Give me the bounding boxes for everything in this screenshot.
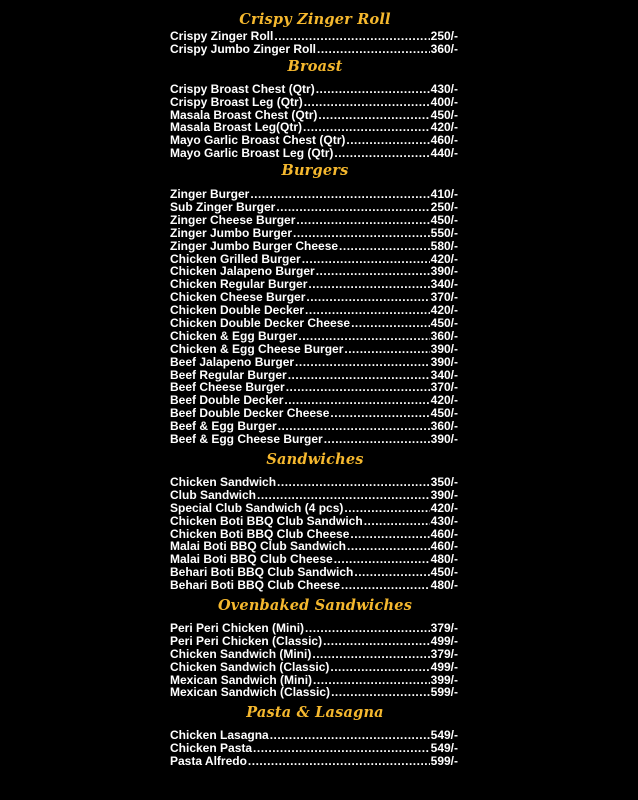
- dot-leader: [288, 369, 430, 382]
- item-name: Chicken Double Decker Cheese: [170, 316, 351, 331]
- item-name: Malai Boti BBQ Club Sandwich: [170, 539, 347, 554]
- dot-leader: [274, 30, 429, 43]
- dot-leader: [253, 742, 430, 755]
- dot-leader: [277, 476, 430, 489]
- item-list: [170, 188, 470, 446]
- dot-leader: [364, 515, 430, 528]
- item-name: Chicken Boti BBQ Club Cheese: [170, 526, 350, 541]
- menu-item: [170, 240, 458, 253]
- item-name: Sub Zinger Burger: [170, 200, 276, 215]
- item-name: Peri Peri Chicken (Classic): [170, 633, 323, 648]
- menu-item: [170, 433, 458, 446]
- menu-item: [170, 330, 458, 343]
- item-name: Chicken & Egg Burger: [170, 328, 298, 343]
- item-price: 450/-: [430, 107, 458, 122]
- section-sandwiches: [170, 450, 470, 592]
- item-price: 379/-: [430, 620, 458, 635]
- item-price: 420/-: [430, 303, 458, 318]
- item-price: 450/-: [430, 406, 458, 421]
- dot-leader: [341, 579, 430, 592]
- menu-item: [170, 648, 458, 661]
- item-price: 599/-: [430, 685, 458, 700]
- item-price: 370/-: [430, 290, 458, 305]
- item-price: 370/-: [430, 380, 458, 395]
- item-price: 440/-: [430, 146, 458, 161]
- section-burgers: [170, 161, 470, 446]
- item-price: 250/-: [430, 29, 458, 43]
- dot-leader: [330, 407, 429, 420]
- item-price: 250/-: [430, 200, 458, 215]
- item-name: Crispy Broast Chest (Qtr): [170, 81, 315, 96]
- item-list: [170, 83, 470, 160]
- item-name: Beef Double Decker: [170, 393, 284, 408]
- item-price: 450/-: [430, 565, 458, 580]
- item-name: Chicken Lasagna: [170, 728, 269, 743]
- item-price: 480/-: [430, 552, 458, 567]
- item-name: Chicken Sandwich: [170, 474, 277, 489]
- item-name: Club Sandwich: [170, 487, 257, 502]
- menu-item: [170, 96, 458, 109]
- menu-item: [170, 214, 458, 227]
- item-price: 360/-: [430, 328, 458, 343]
- dot-leader: [302, 253, 430, 266]
- item-name: Beef Double Decker Cheese: [170, 406, 330, 421]
- menu-item: [170, 755, 458, 768]
- item-price: 390/-: [430, 487, 458, 502]
- item-name: Special Club Sandwich (4 pcs): [170, 500, 344, 515]
- dot-leader: [308, 278, 429, 291]
- menu-item: [170, 43, 458, 56]
- dot-leader: [351, 317, 430, 330]
- dot-leader: [250, 188, 429, 201]
- dot-leader: [354, 566, 429, 579]
- item-price: 399/-: [430, 672, 458, 687]
- dot-leader: [350, 528, 429, 541]
- menu-item: [170, 317, 458, 330]
- item-price: 390/-: [430, 341, 458, 356]
- section-crispy-zinger-roll: [170, 10, 470, 56]
- item-name: Mayo Garlic Broast Chest (Qtr): [170, 133, 346, 148]
- menu-item: [170, 356, 458, 369]
- dot-leader: [305, 622, 430, 635]
- dot-leader: [270, 729, 430, 742]
- item-name: Crispy Jumbo Zinger Roll: [170, 41, 317, 56]
- item-name: Beef Jalapeno Burger: [170, 354, 295, 369]
- item-name: Peri Peri Chicken (Mini): [170, 620, 305, 635]
- menu-item: [170, 30, 458, 43]
- item-price: 450/-: [430, 212, 458, 227]
- dot-leader: [344, 502, 429, 515]
- item-list: [170, 30, 470, 56]
- menu-item: [170, 622, 458, 635]
- item-name: Chicken Boti BBQ Club Sandwich: [170, 513, 363, 528]
- item-price: 420/-: [430, 251, 458, 266]
- menu-item: [170, 83, 458, 96]
- menu-item: [170, 227, 458, 240]
- item-price: 340/-: [430, 367, 458, 382]
- item-name: Masala Broast Chest (Qtr): [170, 107, 318, 122]
- dot-leader: [296, 214, 429, 227]
- item-price: 360/-: [430, 41, 458, 56]
- menu-item: [170, 515, 458, 528]
- dot-leader: [344, 343, 429, 356]
- item-price: 390/-: [430, 264, 458, 279]
- dot-leader: [306, 291, 429, 304]
- item-price: 420/-: [430, 393, 458, 408]
- menu-item: [170, 579, 458, 592]
- item-name: Crispy Broast Leg (Qtr): [170, 94, 303, 109]
- item-name: Zinger Jumbo Burger: [170, 225, 293, 240]
- dot-leader: [331, 686, 430, 699]
- item-name: Mayo Garlic Broast Leg (Qtr): [170, 146, 334, 161]
- item-name: Chicken Double Decker: [170, 303, 305, 318]
- item-name: Behari Boti BBQ Club Cheese: [170, 578, 341, 593]
- dot-leader: [313, 674, 430, 687]
- item-price: 549/-: [430, 741, 458, 756]
- item-name: Behari Boti BBQ Club Sandwich: [170, 565, 354, 580]
- dot-leader: [248, 755, 430, 768]
- menu: [170, 10, 470, 769]
- dot-leader: [317, 43, 430, 56]
- item-price: 499/-: [430, 633, 458, 648]
- item-price: 480/-: [430, 578, 458, 593]
- item-price: 360/-: [430, 419, 458, 434]
- section-title: Sandwiches: [266, 450, 364, 468]
- section-title: Burgers: [281, 162, 349, 180]
- item-name: Chicken Jalapeno Burger: [170, 264, 315, 279]
- section-title: Crispy Zinger Roll: [239, 11, 391, 28]
- item-price: 460/-: [430, 539, 458, 554]
- item-price: 390/-: [430, 432, 458, 447]
- dot-leader: [324, 433, 430, 446]
- dot-leader: [286, 381, 430, 394]
- item-name: Beef & Egg Cheese Burger: [170, 432, 323, 447]
- item-name: Zinger Burger: [170, 187, 250, 202]
- menu-item: [170, 147, 458, 160]
- dot-leader: [276, 201, 429, 214]
- item-price: 550/-: [430, 225, 458, 240]
- section-broast: [170, 57, 470, 160]
- item-name: Beef & Egg Burger: [170, 419, 277, 434]
- section-ovenbaked-sandwiches: [170, 596, 470, 699]
- item-price: 379/-: [430, 646, 458, 661]
- dot-leader: [346, 134, 429, 147]
- item-name: Beef Cheese Burger: [170, 380, 285, 395]
- menu-item: [170, 201, 458, 214]
- item-name: Chicken Pasta: [170, 741, 253, 756]
- dot-leader: [295, 356, 430, 369]
- item-name: Mexican Sandwich (Mini): [170, 672, 313, 687]
- item-name: Chicken Cheese Burger: [170, 290, 306, 305]
- dot-leader: [312, 648, 429, 661]
- dot-leader: [323, 635, 430, 648]
- item-price: 350/-: [430, 474, 458, 489]
- item-name: Chicken Grilled Burger: [170, 251, 301, 266]
- item-name: Beef Regular Burger: [170, 367, 287, 382]
- item-price: 430/-: [430, 81, 458, 96]
- section-title: Pasta & Lasagna: [246, 704, 384, 722]
- dot-leader: [330, 661, 429, 674]
- item-list: [170, 729, 470, 768]
- item-price: 450/-: [430, 316, 458, 331]
- dot-leader: [304, 96, 430, 109]
- item-price: 390/-: [430, 354, 458, 369]
- item-price: 420/-: [430, 500, 458, 515]
- item-price: 460/-: [430, 133, 458, 148]
- section-pasta-lasagna: [170, 703, 470, 768]
- dot-leader: [316, 265, 430, 278]
- dot-leader: [339, 240, 430, 253]
- item-name: Chicken Sandwich (Mini): [170, 646, 312, 661]
- item-price: 460/-: [430, 526, 458, 541]
- item-price: 340/-: [430, 277, 458, 292]
- dot-leader: [257, 489, 430, 502]
- menu-item: [170, 489, 458, 502]
- item-name: Pasta Alfredo: [170, 754, 247, 769]
- item-name: Malai Boti BBQ Club Cheese: [170, 552, 333, 567]
- item-list: [170, 622, 470, 699]
- item-name: Zinger Cheese Burger: [170, 212, 296, 227]
- dot-leader: [316, 83, 430, 96]
- menu-item: [170, 476, 458, 489]
- section-title: Broast: [287, 57, 343, 75]
- dot-leader: [334, 147, 429, 160]
- item-price: 499/-: [430, 659, 458, 674]
- menu-item: [170, 686, 458, 699]
- dot-leader: [298, 330, 429, 343]
- item-price: 420/-: [430, 120, 458, 135]
- item-price: 410/-: [430, 187, 458, 202]
- item-list: [170, 476, 470, 592]
- item-price: 430/-: [430, 513, 458, 528]
- menu-item: [170, 502, 458, 515]
- dot-leader: [293, 227, 430, 240]
- item-name: Chicken Regular Burger: [170, 277, 308, 292]
- item-price: 599/-: [430, 754, 458, 769]
- menu-item: [170, 661, 458, 674]
- item-name: Masala Broast Leg(Qtr): [170, 120, 303, 135]
- item-name: Chicken Sandwich (Classic): [170, 659, 330, 674]
- menu-item: [170, 635, 458, 648]
- item-name: Mexican Sandwich (Classic): [170, 685, 331, 700]
- item-name: Zinger Jumbo Burger Cheese: [170, 238, 339, 253]
- item-price: 400/-: [430, 94, 458, 109]
- section-title: Ovenbaked Sandwiches: [217, 596, 413, 614]
- dot-leader: [347, 540, 430, 553]
- dot-leader: [318, 109, 429, 122]
- item-price: 549/-: [430, 728, 458, 743]
- item-name: Crispy Zinger Roll: [170, 29, 274, 43]
- menu-item: [170, 343, 458, 356]
- item-name: Chicken & Egg Cheese Burger: [170, 341, 344, 356]
- item-price: 580/-: [430, 238, 458, 253]
